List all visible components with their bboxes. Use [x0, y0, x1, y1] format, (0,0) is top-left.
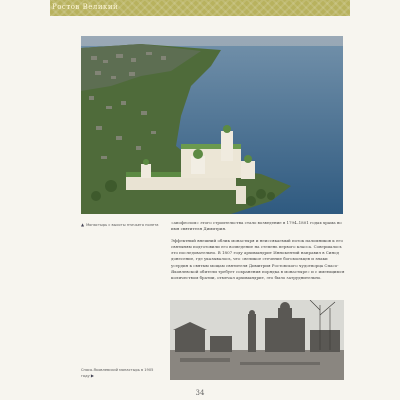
aerial-monastery-photo — [81, 36, 343, 214]
caption-arrow-icon: ▲ — [81, 222, 85, 227]
running-header-title: Ростов Великий — [52, 3, 119, 11]
caption-arrow-icon: ▶ — [90, 373, 94, 378]
historic-monastery-photo — [170, 300, 344, 380]
paragraph: Эффектный внешний облик монастыря и неиссякаемый поток паломников к его святыням подготовили его возведение на степень первого класса. Совершалось это последовательно. В 1807 году архимандрит Иннокентий направил в Синод донесение, где указывалось, что «великое стечение богомольцев и знаки усердия к святым мощам святителя Димитрия Ростовского чудотворца Спасо-Яковлевской обители требует сохранения порядка в монастыре» и с имеющимся количеством братии, отмечал архимандрит, это было затруднительно. — [171, 237, 345, 281]
caption-text: Спасо-Яковлевский монастырь в 1905 году — [81, 368, 154, 378]
body-text — [171, 220, 346, 287]
page-number: 34 — [195, 389, 205, 397]
paragraph: «апофеозом» этого строительства стало возведение в 1794–1801 годах храма во имя святителя Димитрия. — [171, 220, 342, 232]
photo-caption-historic — [81, 368, 161, 379]
caption-text: Монастырь с высоты птичьего полета — [86, 223, 159, 227]
